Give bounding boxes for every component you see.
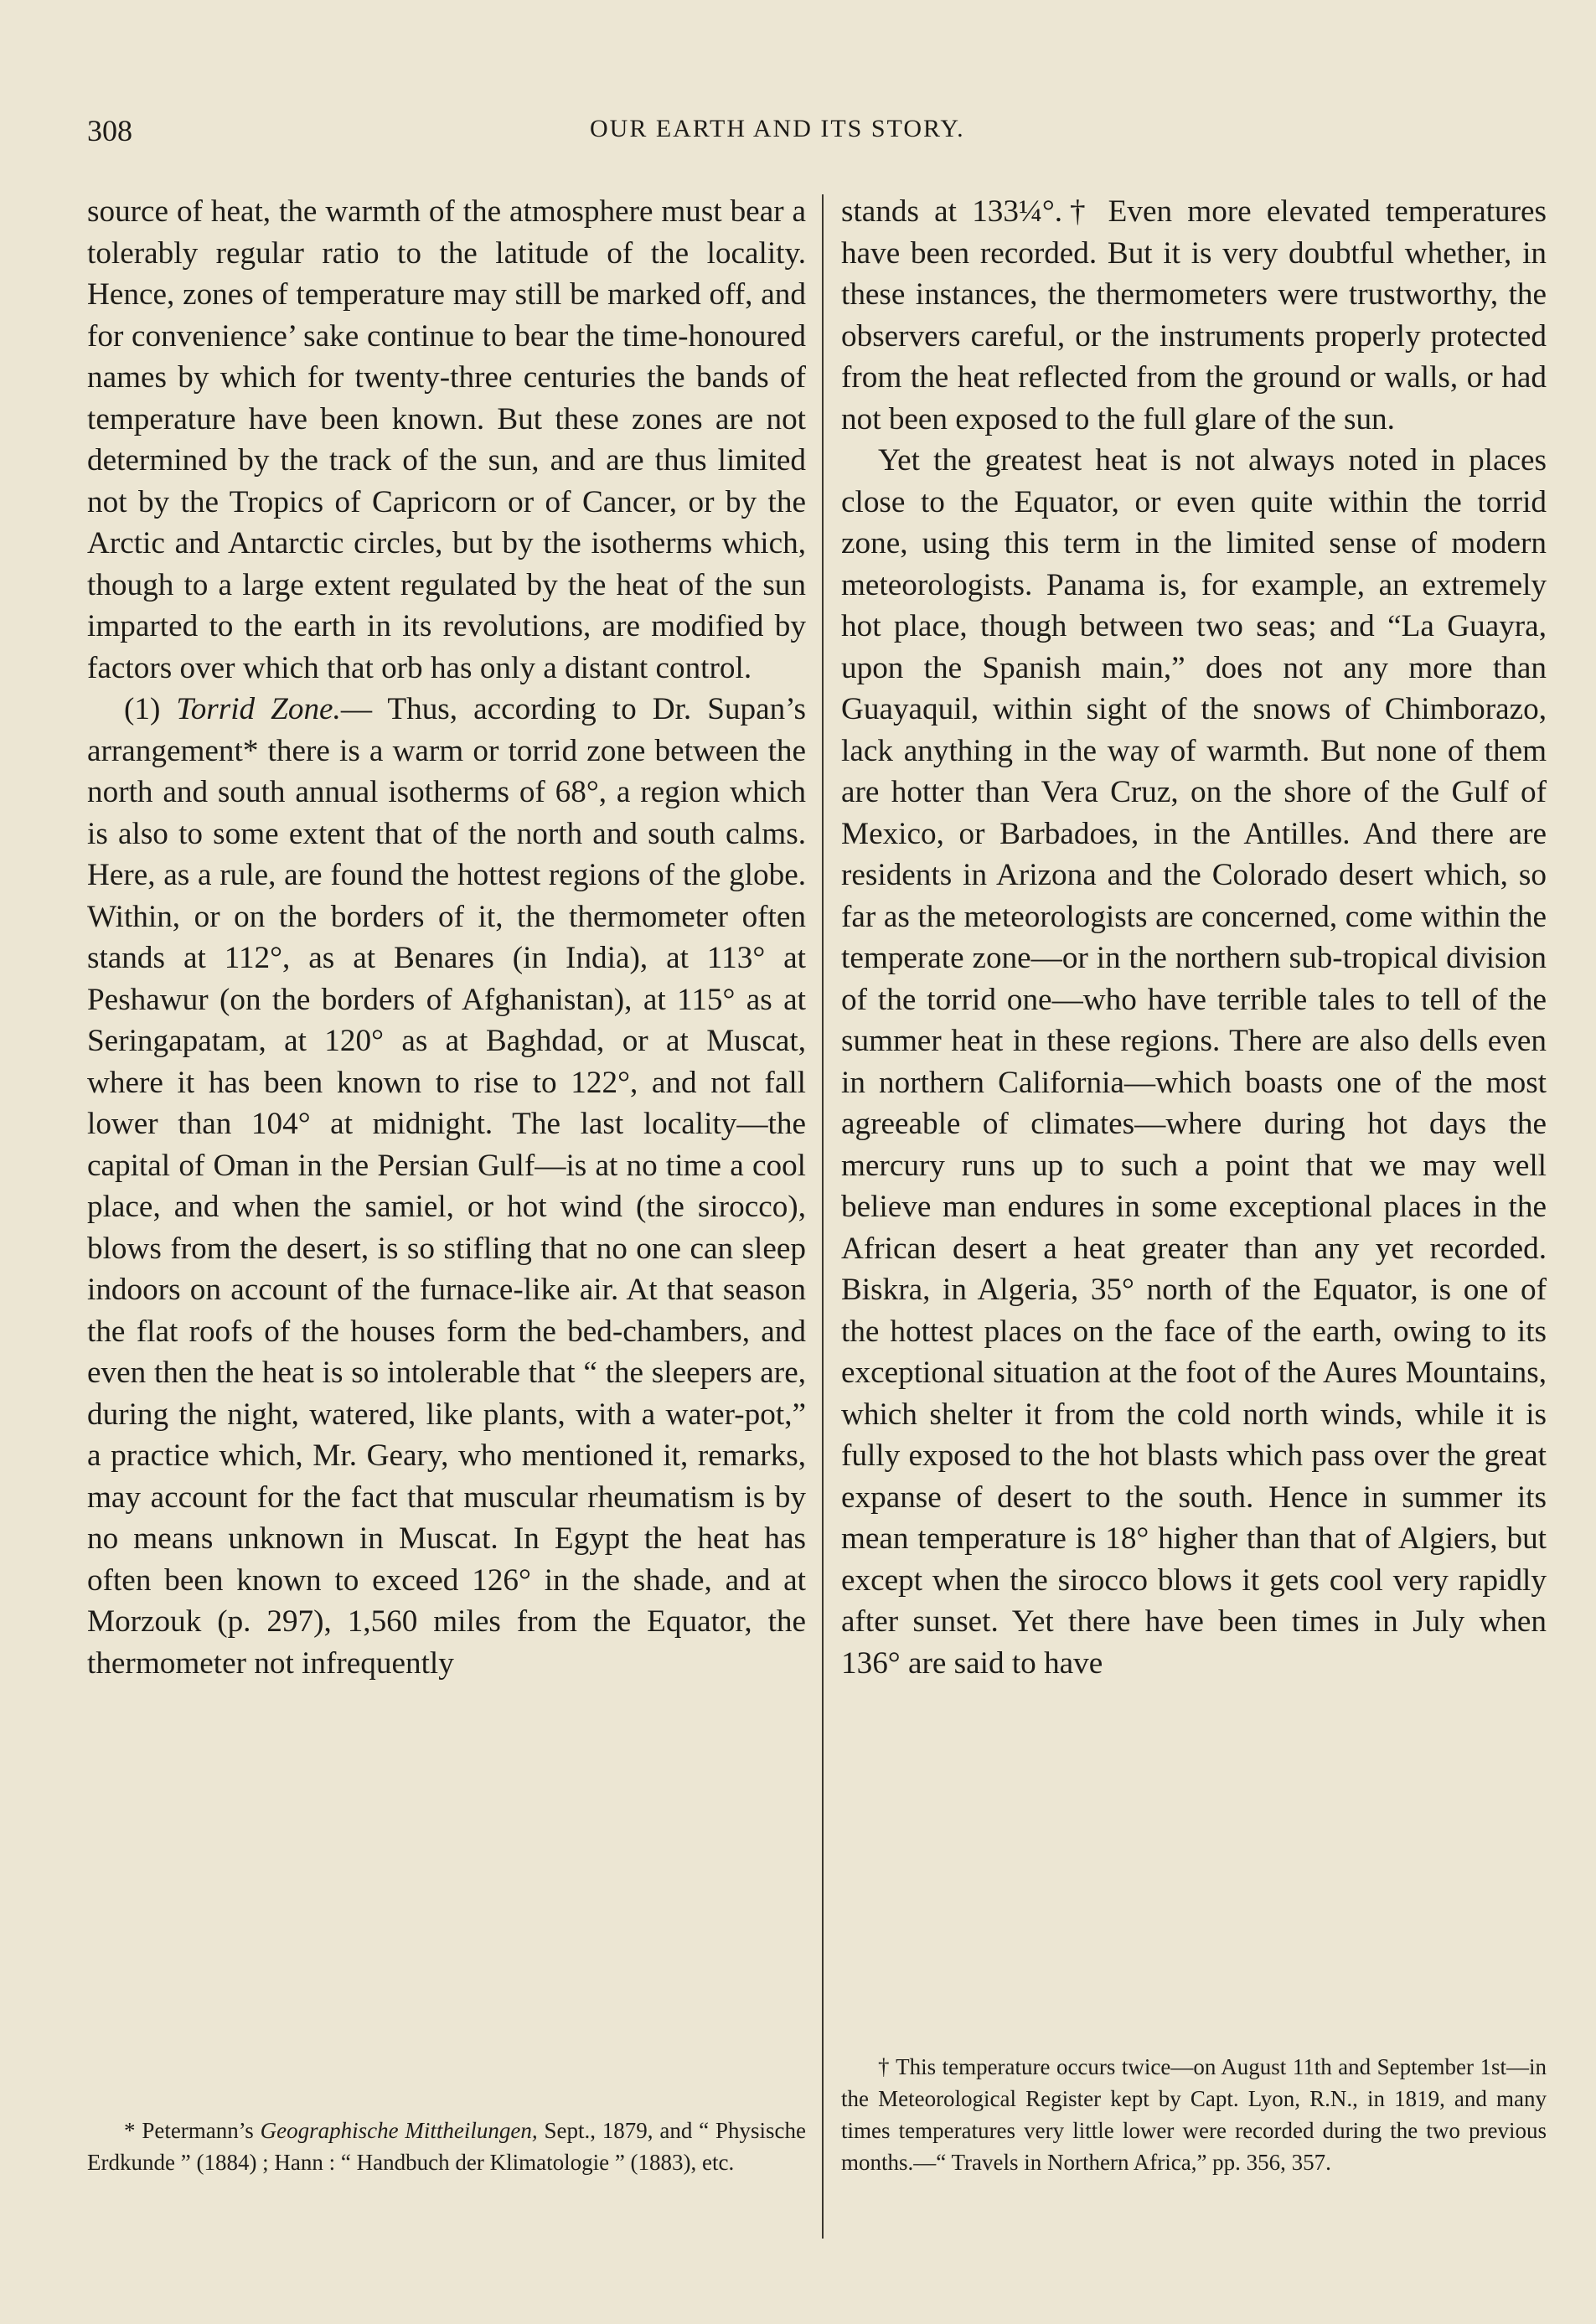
footnote-right [841,2051,1547,2178]
footnote-text: Sept., 1879, and “ Physische Erdkunde ” (1884) ; Hann : “ Handbuch der Klimatologie ” (1883), etc. [87,2118,806,2175]
paragraph: source of heat, the warmth of the atmosphere must bear a tolerably regular ratio to the latitude of the locality. Hence, zones of temperature may still be marked off, and for convenience’ sake continue to bear the time-honoured names by which for twenty-three centuries the bands of temperature have been known. But these zones are not determined by the track of the sun, and are thus limited not by the Tropics of Capricorn or of Cancer, or by the Arctic and Antarctic circles, but by the isotherms which, though to a large extent regulated by the heat of the sun imparted to the earth in its revolutions, are modified by factors over which that orb has only a distant control. [87,194,806,685]
running-header [87,105,1545,155]
paragraph: Yet the greatest heat is not always noted in places close to the Equator, or even quite within the torrid zone, using this term in the limited sense of modern meteorologists. Panama is, for example, an extremely hot place, though between two seas; and “La Guayra, upon the Spanish main,” does not any more than Guayaquil, within sight of the snows of Chimborazo, lack anything in the way of warmth. But none of them are hotter than Vera Cruz, on the shore of the Gulf of Mexico, or Barbadoes, in the Antilles. And there are residents in Arizona and the Colorado desert which, so far as the meteorologists are concerned, come within the temperate zone—or in the northern sub-tropical division of the torrid one—who have terrible tales to tell of the summer heat in these regions. There are also dells even in northern California—which boasts one of the most agreeable of climates—where during hot days the mercury runs up to such a point that we may well believe man endures in some exceptional places in the African desert a heat greater than any yet recorded. Biskra, in Algeria, 35° north of the Equator, is one of the hottest places on the face of the earth, owing to its exceptional situation at the foot of the Aures Mountains, which shelter it from the cold north winds, while it is fully exposed to the hot blasts which pass over the great expanse of desert to the south. Hence in summer its mean temperature is 18° higher than that of Algiers, but except when the sirocco blows it gets cool very rapidly after sunset. Yet there have been times in July when 136° are said to have [841,443,1547,1681]
section-number: (1) [124,692,161,726]
right-column [841,191,1547,1684]
column-divider [822,194,824,2239]
paragraph-torrid-zone [87,689,806,1684]
footnote-left [87,2115,806,2178]
section-title: Torrid Zone. [176,692,341,726]
page-number: 308 [87,114,132,147]
running-title: OUR EARTH AND ITS STORY. [590,115,965,142]
left-column [87,191,806,1684]
footnote-title: Geographische Mittheilungen, [260,2118,538,2143]
paragraph: stands at 133¼°.† Even more elevated temperatures have been recorded. But it is very doubtful whether, in these instances, the thermometers were trustworthy, the observers careful, or the instruments properly protected from the heat reflected from the ground or walls, or had not been exposed to the full glare of the sun. [841,194,1547,436]
footnote-text: † This temperature occurs twice—on August 11th and September 1st—in the Meteorological Register kept by Capt. Lyon, R.N., in 1819, and many times temperatures very little lower were recorded during the two previous months.—“ Travels in Northern Africa,” pp. 356, 357. [841,2054,1547,2175]
footnote-prefix: * Petermann’s [124,2118,254,2143]
paragraph-text: — Thus, according to Dr. Supan’s arrangement* there is a warm or torrid zone between the north and south annual isotherms of 68°, a region which is also to some extent that of the north and south calms. Here, as a rule, are found the hottest regions of the globe. Within, or on the borders of it, the thermometer often stands at 112°, as at Benares (in India), at 113° at Peshawur (on the borders of Afghanistan), at 115° as at Seringapatam, at 120° as at Baghdad, or at Muscat, where it has been known to rise to 122°, and not fall lower than 104° at midnight. The last locality—the capital of Oman in the Persian Gulf—is at no time a cool place, and when the samiel, or hot wind (the sirocco), blows from the desert, is so stifling that no one can sleep indoors on account of the furnace-like air. At that season the flat roofs of the houses form the bed-chambers, and even then the heat is so intolerable that “ the sleepers are, during the night, watered, like plants, with a water-pot,” a practice which, Mr. Geary, who mentioned it, remarks, may account for the fact that muscular rheumatism is by no means unknown in Muscat. In Egypt the heat has often been known to exceed 126° in the shade, and at Morzouk (p. 297), 1,560 miles from the Equator, the thermometer not infrequently [87,692,807,1681]
